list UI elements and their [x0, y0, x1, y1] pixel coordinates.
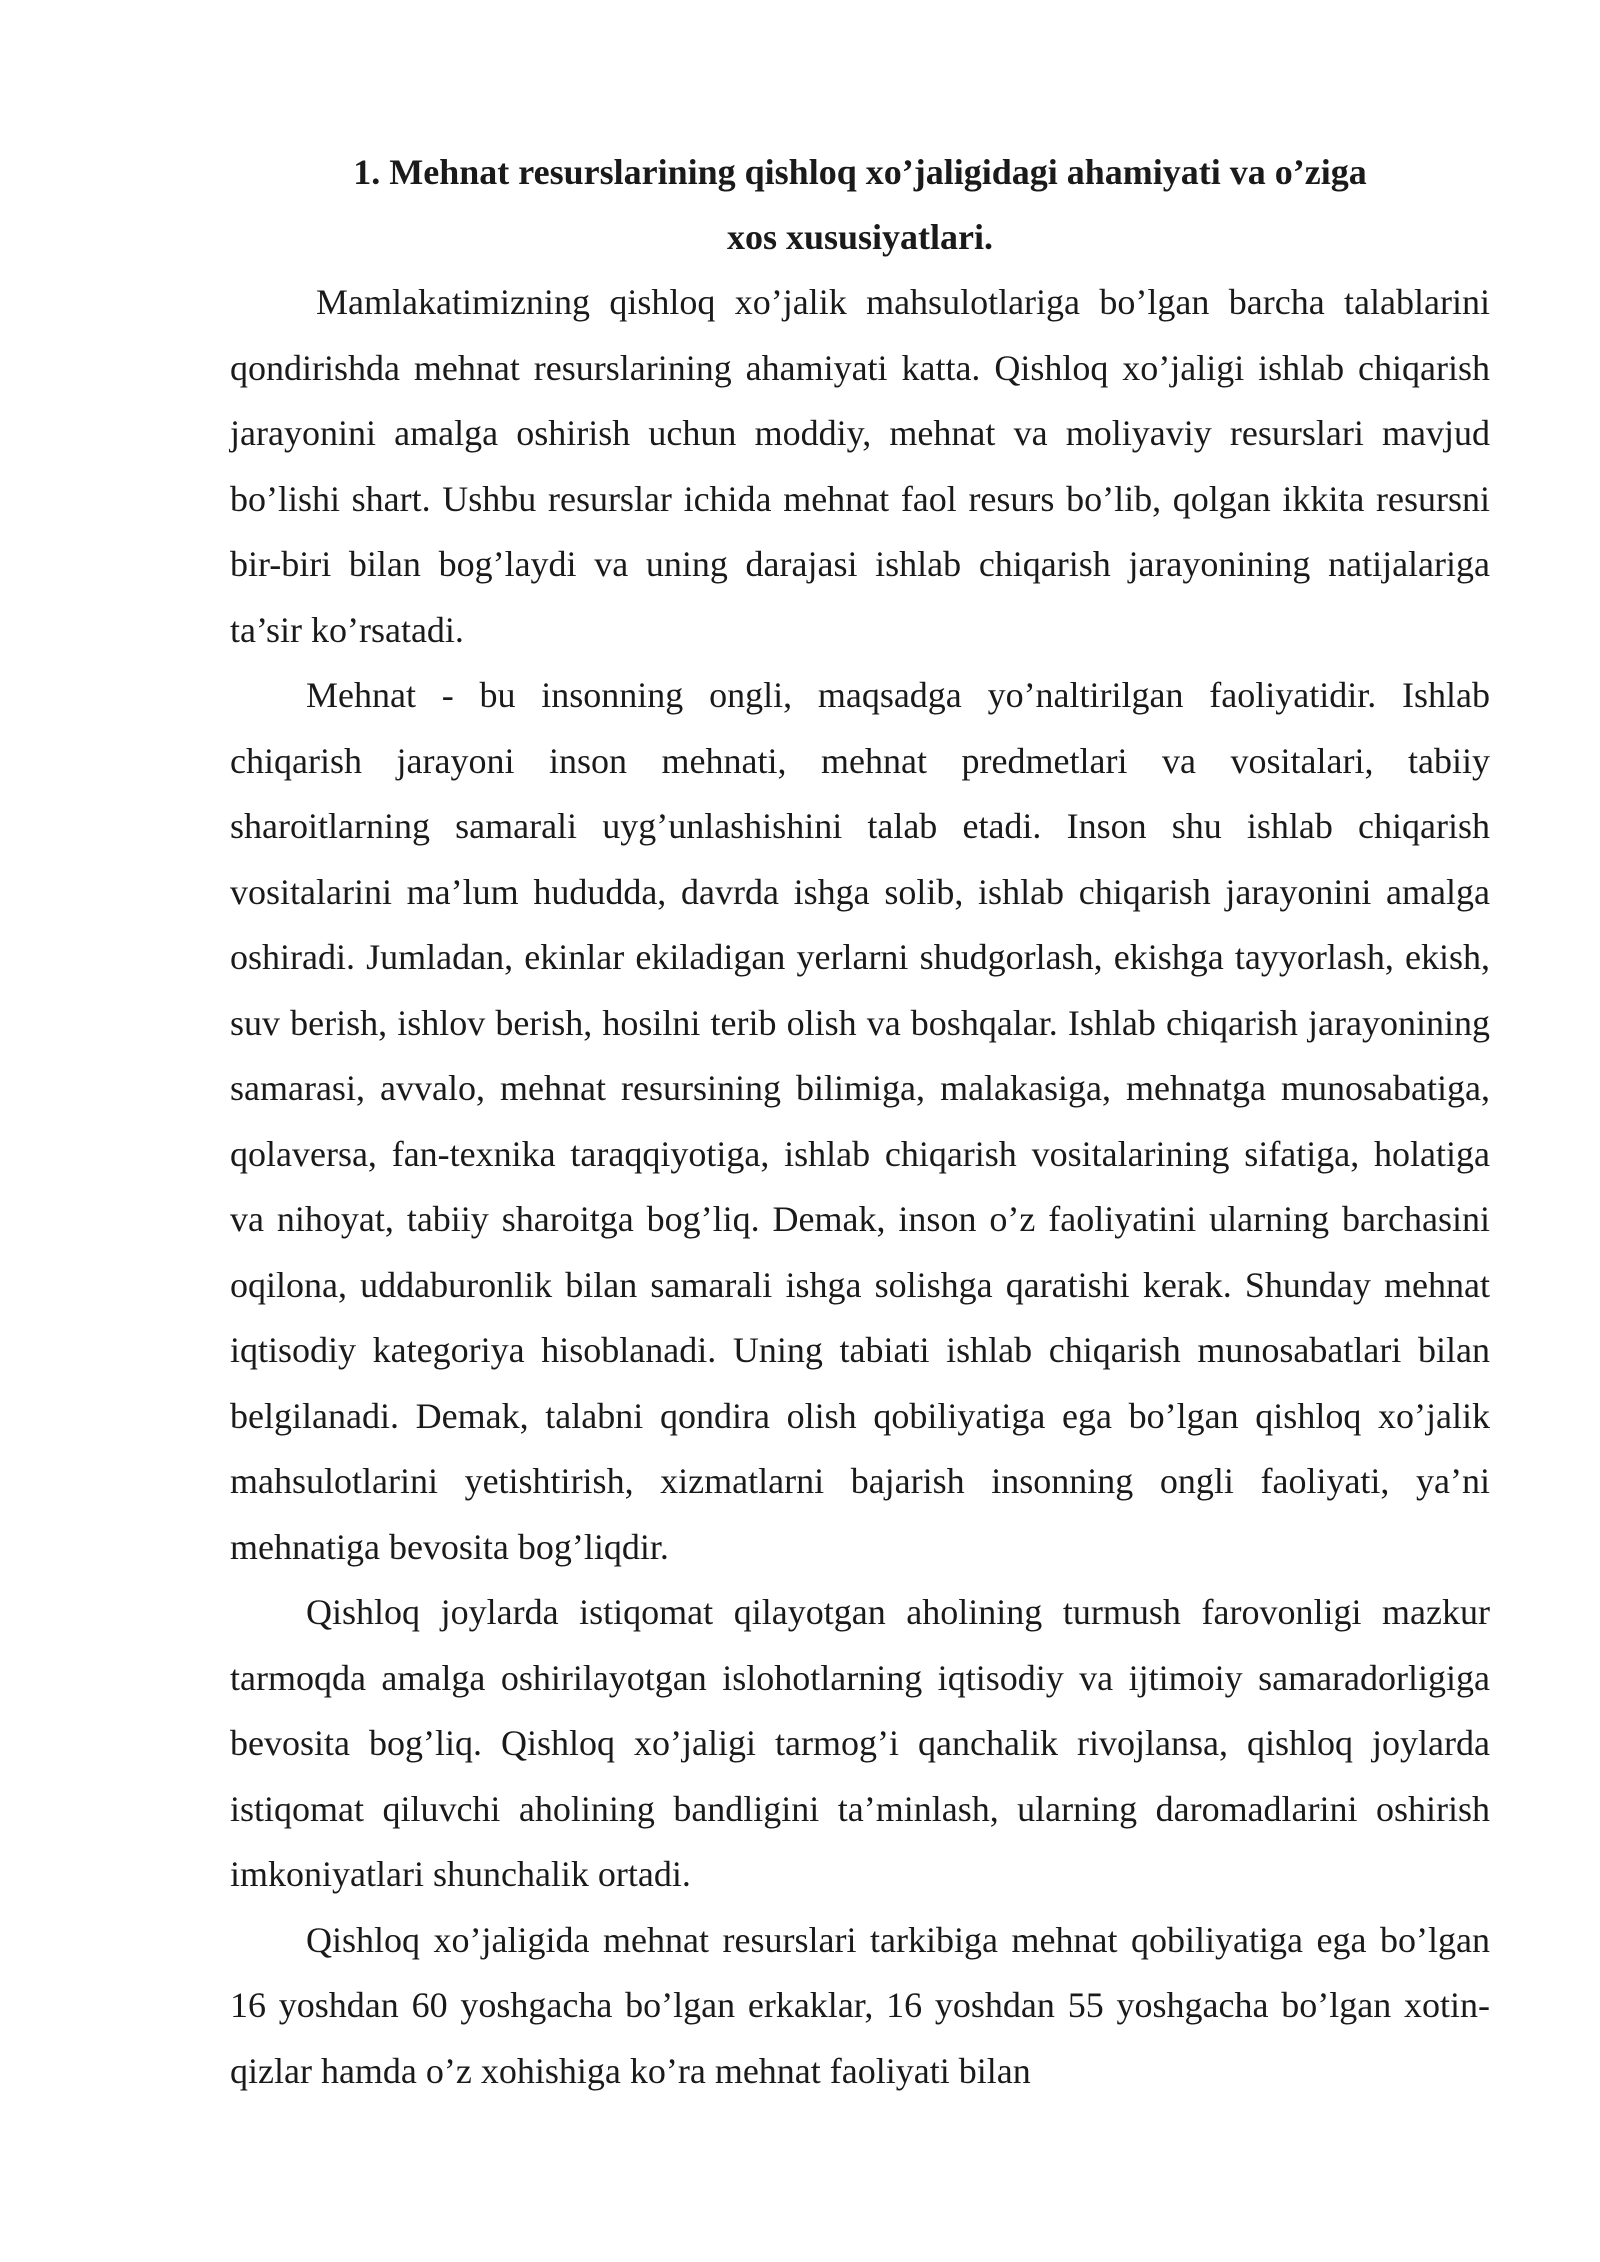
paragraph-2: Mehnat - bu insonning ongli, maqsadga yo’naltirilgan faoliyatidir. Ishlab chiqarish jarayoni inson mehnati, mehnat predmetlari va vositalari, tabiiy sharoitlarning samarali uyg’unlashishini talab etadi. Inson shu ishlab chiqarish vositalarini ma’lum hududda, davrda ishga solib, ishlab chiqarish jarayonini amalga oshiradi. Jumladan, ekinlar ekiladigan yerlarni shudgorlash, ekishga tayyorlash, ekish, suv berish, ishlov berish, hosilni terib olish va boshqalar. Ishlab chiqarish jarayonining samarasi, avvalo, mehnat resursining bilimiga, malakasiga, mehnatga munosabatiga, qolaversa, fan-texnika taraqqiyotiga, ishlab chiqarish vositalarining sifatiga, holatiga va nihoyat, tabiiy sharoitga bog’liq. Demak, inson o’z faoliyatini ularning barchasini oqilona, uddaburonlik bilan samarali ishga solishga qaratishi kerak. Shunday mehnat iqtisodiy kategoriya hisoblanadi. Uning tabiati ishlab chiqarish munosabatlari bilan belgilanadi. Demak, talabni qondira olish qobiliyatiga ega bo’lgan qishloq xo’jalik mahsulotlarini yetishtirish, xizmatlarni bajarish insonning ongli faoliyati, ya’ni mehnatiga bevosita bog’liqdir.: [230, 675, 1490, 1567]
paragraph-3: Qishloq joylarda istiqomat qilayotgan aholining turmush farovonligi mazkur tarmoqda amalga oshirilayotgan islohotlarning iqtisodiy va ijtimoiy samaradorligiga bevosita bog’liq. Qishloq xo’jaligi tarmog’i qanchalik rivojlansa, qishloq joylarda istiqomat qiluvchi aholining bandligini ta’minlash, ularning daromadlarini oshirish imkoniyatlari shunchalik ortadi.: [230, 1592, 1490, 1894]
paragraph-1: Mamlakatimizning qishloq xo’jalik mahsulotlariga bo’lgan barcha talablarini qondirishda mehnat resurslarining ahamiyati katta. Qishloq xo’jaligi ishlab chiqarish jarayonini amalga oshirish uchun moddiy, mehnat va moliyaviy resurslari mavjud bo’lishi shart. Ushbu resurslar ichida mehnat faol resurs bo’lib, qolgan ikkita resursni bir-biri bilan bog’laydi va uning darajasi ishlab chiqarish jarayonining natijalariga ta’sir ko’rsatadi.: [230, 282, 1490, 650]
paragraph-4: Qishloq xo’jaligida mehnat resurslari tarkibiga mehnat qobiliyatiga ega bo’lgan 16 yoshdan 60 yoshgacha bo’lgan erkaklar, 16 yoshdan 55 yoshgacha bo’lgan xotin-qizlar hamda o’z xohishiga ko’ra mehnat faoliyati bilan: [230, 1919, 1490, 2091]
page-title: [230, 140, 1490, 270]
title-line-1: 1. Mehnat resurslarining qishloq xo’jaligidagi ahamiyati va o’ziga: [353, 152, 1367, 192]
page-content: [230, 140, 1490, 2104]
title-line-2: xos xususiyatlari.: [726, 217, 994, 257]
